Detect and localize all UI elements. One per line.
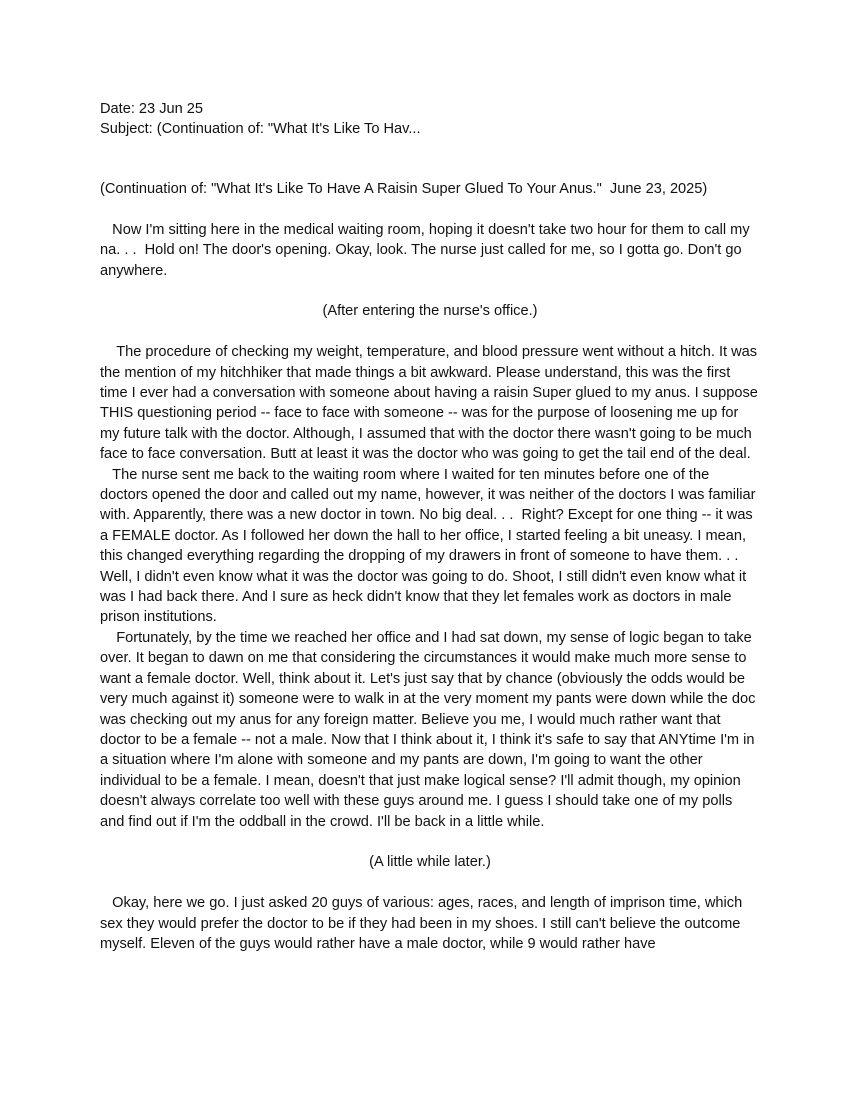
paragraph-female-doctor: The nurse sent me back to the waiting room where I waited for ten minutes before one of the doctors opened the door and called out my name, however, it was neither of the doctors I was familiar with. Apparently, there was a new doctor in town. No big deal. . . Right? Except for one thing -- it was a FEMALE doctor. As I followed her down the hall to her office, I started feeling a bit uneasy. I mean, this changed everything regarding the dropping of my drawers in front of someone to have them. . . Well, I didn't even know what it was the doctor was going to do. Shoot, I still didn't even know what it was I had back there. And I sure as heck didn't know that they let females work as doctors in male prison institutions.	[100, 466, 760, 626]
scene-break-nurse-office: (After entering the nurse's office.)	[322, 303, 538, 320]
blank-line	[100, 832, 760, 852]
blank-line	[100, 199, 760, 219]
paragraph-waiting-room: Now I'm sitting here in the medical waiting room, hoping it doesn't take two hour for them to call my na. . . Hold on! The door's opening. Okay, look. The nurse just called for me, so I gotta go. Don't go anywhere.	[100, 221, 754, 279]
subject-line: Subject: (Continuation of: "What It's Like To Hav...	[100, 121, 421, 138]
continuation-title: (Continuation of: "What It's Like To Have A Raisin Super Glued To Your Anus." June 23, 2025)	[100, 181, 708, 197]
scene-break-later: (A little while later.)	[369, 854, 491, 871]
paragraph-procedure: The procedure of checking my weight, temperature, and blood pressure went without a hitch. It was the mention of my hitchhiker that made things a bit awkward. Please understand, this was the first time I ever had a conversation with someone about having a raisin Super glued to my anus. I suppose THIS questioning period -- face to face with someone -- was for the purpose of loosening me up for my future talk with the doctor. Although, I assumed that with the doctor there wasn't going to be much face to face conversation. Butt at least it was the doctor who was going to get the tail end of the deal.	[100, 344, 762, 463]
paragraph-poll: Okay, here we go. I just asked 20 guys of various: ages, races, and length of imprison time, which sex they would prefer the doctor to be if they had been in my shoes. I still can't believe the outcome myself. Eleven of the guys would rather have a male doctor, while 9 would rather have	[100, 895, 747, 952]
blank-line	[100, 322, 760, 342]
message-header	[100, 99, 760, 140]
blank-line	[100, 873, 760, 893]
blank-line	[100, 281, 760, 301]
paragraph-logic: Fortunately, by the time we reached her office and I had sat down, my sense of logic began to take over. It began to dawn on me that considering the circumstances it would make much more sense to want a female doctor. Well, think about it. Let's just say that by chance (obviously the odds would be very much against it) someone were to walk in at the very moment my pants were down while the doc was checking out my anus for any foreign matter. Believe you me, I would much rather want that doctor to be a female -- not a male. Now that I think about it, I think it's safe to say that ANYtime I'm in a situation where I'm alone with someone and my pants are down, I'm going to want the other individual to be a female. I mean, doesn't that just make logical sense? I'll admit though, my opinion doesn't always correlate too well with these guys around me. I guess I should take one of my polls and find out if I'm the oddball in the crowd. I'll be back in a little while.	[100, 629, 760, 830]
date-line: Date: 23 Jun 25	[100, 101, 204, 117]
document-body	[100, 179, 760, 954]
